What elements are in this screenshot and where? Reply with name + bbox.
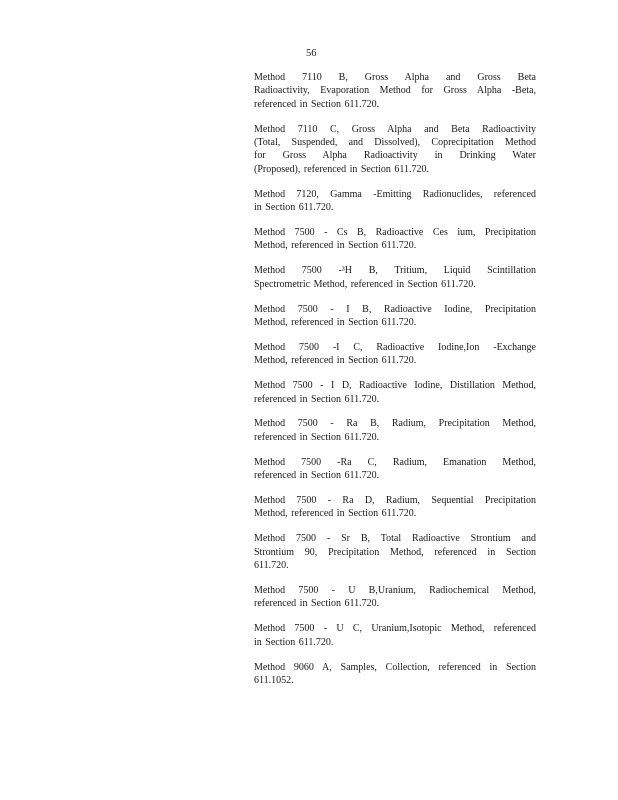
entry-text-line: referenced in Section 611.720. (254, 393, 380, 405)
entry-text-line: Method 7500 -³H B, Tritium, Liquid Scintillation (254, 265, 536, 277)
method-entry (254, 226, 536, 253)
method-entry (254, 532, 536, 572)
entry-text-line: 611.720. (254, 560, 289, 572)
method-reference-list (254, 71, 536, 699)
method-entry (254, 71, 536, 111)
entry-text-line: Method 7500 - U B,Uranium, Radiochemical Method, (254, 584, 536, 596)
entry-text-line: Method 7120, Gamma -Emitting Radionuclides, referenced (254, 188, 536, 200)
entry-text-line: referenced in Section 611.720. (254, 598, 380, 610)
method-entry (254, 622, 536, 649)
entry-text-line: Method, referenced in Section 611.720. (254, 508, 417, 520)
method-entry (254, 123, 536, 177)
entry-text-line: Method 7500 - Sr B, Total Radioactive Strontium and (254, 533, 536, 545)
entry-text-line: Method, referenced in Section 611.720. (254, 316, 417, 328)
entry-text-line: Method 9060 A, Samples, Collection, referenced in Section (254, 661, 536, 673)
method-entry (254, 264, 536, 291)
method-entry (254, 494, 536, 521)
entry-text-line: Method 7500 - Ra D, Radium, Sequential Precipitation (254, 494, 536, 506)
method-entry (254, 584, 536, 611)
entry-text-line: Method 7500 -I C, Radioactive Iodine,Ion -Exchange (254, 341, 536, 353)
entry-text-line: (Total, Suspended, and Dissolved), Coprecipitation Method (254, 137, 536, 149)
entry-text-line: Method 7500 - U C, Uranium,Isotopic Method, referenced (254, 623, 536, 635)
entry-text-line: 611.1052. (254, 674, 294, 686)
entry-text-line: Method 7500 -Ra C, Radium, Emanation Method, (254, 456, 536, 468)
entry-text-line: Radioactivity, Evaporation Method for Gross Alpha -Beta, (254, 85, 536, 97)
entry-text-line: in Section 611.720. (254, 202, 334, 214)
page-number: 56 (306, 48, 317, 59)
entry-text-line: referenced in Section 611.720. (254, 98, 380, 110)
entry-text-line: Spectrometric Method, referenced in Section 611.720. (254, 278, 476, 290)
method-entry (254, 661, 536, 688)
method-entry (254, 456, 536, 483)
entry-text-line: in Section 611.720. (254, 636, 334, 648)
method-entry (254, 341, 536, 368)
entry-text-line: Method 7500 - I B, Radioactive Iodine, Precipitation (254, 303, 536, 315)
entry-text-line: Strontium 90, Precipitation Method, referenced in Section (254, 546, 536, 558)
method-entry (254, 303, 536, 330)
entry-text-line: referenced in Section 611.720. (254, 470, 380, 482)
entry-text-line: Method 7500 - I D, Radioactive Iodine, Distillation Method, (254, 380, 536, 392)
entry-text-line: for Gross Alpha Radioactivity in Drinking Water (254, 150, 536, 162)
entry-text-line: (Proposed), referenced in Section 611.720. (254, 163, 429, 175)
entry-text-line: Method 7110 C, Gross Alpha and Beta Radioactivity (254, 123, 536, 135)
entry-text-line: Method 7500 - Ra B, Radium, Precipitation Method, (254, 418, 536, 430)
entry-text-line: Method 7110 B, Gross Alpha and Gross Beta (254, 72, 536, 83)
method-entry (254, 188, 536, 215)
entry-text-line: Method, referenced in Section 611.720. (254, 355, 417, 367)
method-entry (254, 379, 536, 406)
entry-text-line: Method, referenced in Section 611.720. (254, 240, 417, 252)
entry-text-line: Method 7500 - Cs B, Radioactive Ces ium, Precipitation (254, 227, 536, 239)
entry-text-line: referenced in Section 611.720. (254, 431, 380, 443)
method-entry (254, 417, 536, 444)
